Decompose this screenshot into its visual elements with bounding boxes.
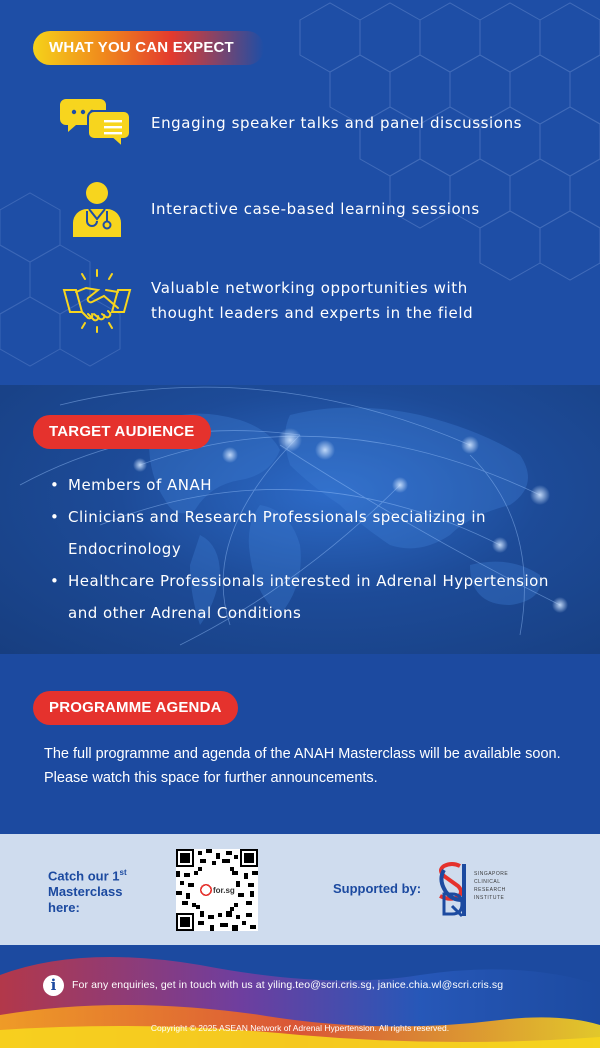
- audience-item-healthcare-line2: and other Adrenal Conditions: [68, 604, 302, 622]
- qr-label: for.sg: [213, 886, 235, 895]
- catch-prefix: Catch our 1: [48, 868, 120, 884]
- expect-item-learning-text: Interactive case-based learning sessions: [151, 199, 480, 218]
- catch-line2: Masterclass: [48, 884, 123, 900]
- qr-code[interactable]: [176, 849, 258, 931]
- copyright-text: Copyright © 2025 ASEAN Network of Adrenal Hypertension. All rights reserved.: [150, 1023, 450, 1033]
- expect-item-learning: [60, 179, 480, 239]
- expect-item-networking-text: [151, 276, 473, 326]
- agenda-text-line2: Please watch this space for further announcements.: [44, 770, 378, 786]
- logo-line-2: CLINICAL: [474, 879, 501, 885]
- catch-superscript: st: [119, 868, 127, 877]
- supported-by-label: Supported by:: [333, 881, 422, 896]
- expect-item-networking-line1: Valuable networking opportunities with: [151, 279, 468, 297]
- audience-item-anah: • Members of ANAH: [48, 469, 568, 501]
- audience-heading: TARGET AUDIENCE: [33, 415, 211, 449]
- doctor-icon: [60, 179, 134, 239]
- audience-item-clinicians-line2: Endocrinology: [68, 540, 182, 558]
- audience-item-healthcare-line1: Healthcare Professionals interested in Adrenal Hypertension: [68, 572, 549, 590]
- qr-code-icon: [176, 849, 258, 931]
- catch-masterclass-label: [48, 865, 148, 916]
- agenda-text-line1: The full programme and agenda of the ANAH Masterclass will be available soon.: [44, 746, 561, 762]
- info-icon: i: [43, 975, 64, 996]
- logo-line-1: SINGAPORE: [474, 871, 509, 877]
- audience-item-healthcare: [48, 565, 568, 629]
- catch-line3: here:: [48, 900, 80, 916]
- audience-item-clinicians: [48, 501, 568, 565]
- handshake-icon: [60, 271, 134, 331]
- logo-line-4: INSTITUTE: [474, 895, 505, 901]
- expect-item-networking-line2: thought leaders and experts in the field: [151, 304, 474, 322]
- enquiry-text: For any enquiries, get in touch with us at yiling.teo@scri.cris.sg, janice.chia.wl@scri.cris.sg: [72, 979, 504, 991]
- logo-line-3: RESEARCH: [474, 887, 506, 893]
- audience-list: [48, 469, 568, 629]
- agenda-heading: PROGRAMME AGENDA: [33, 691, 238, 725]
- expect-item-talks: [60, 93, 522, 153]
- expect-item-networking: [60, 271, 473, 331]
- expect-heading: WHAT YOU CAN EXPECT: [33, 31, 264, 65]
- agenda-text: [44, 742, 584, 790]
- scri-logo: [434, 860, 524, 918]
- speech-bubbles-icon: [60, 93, 134, 153]
- audience-item-clinicians-line1: Clinicians and Research Professionals specializing in: [68, 508, 486, 526]
- expect-item-talks-text: Engaging speaker talks and panel discussions: [151, 113, 523, 132]
